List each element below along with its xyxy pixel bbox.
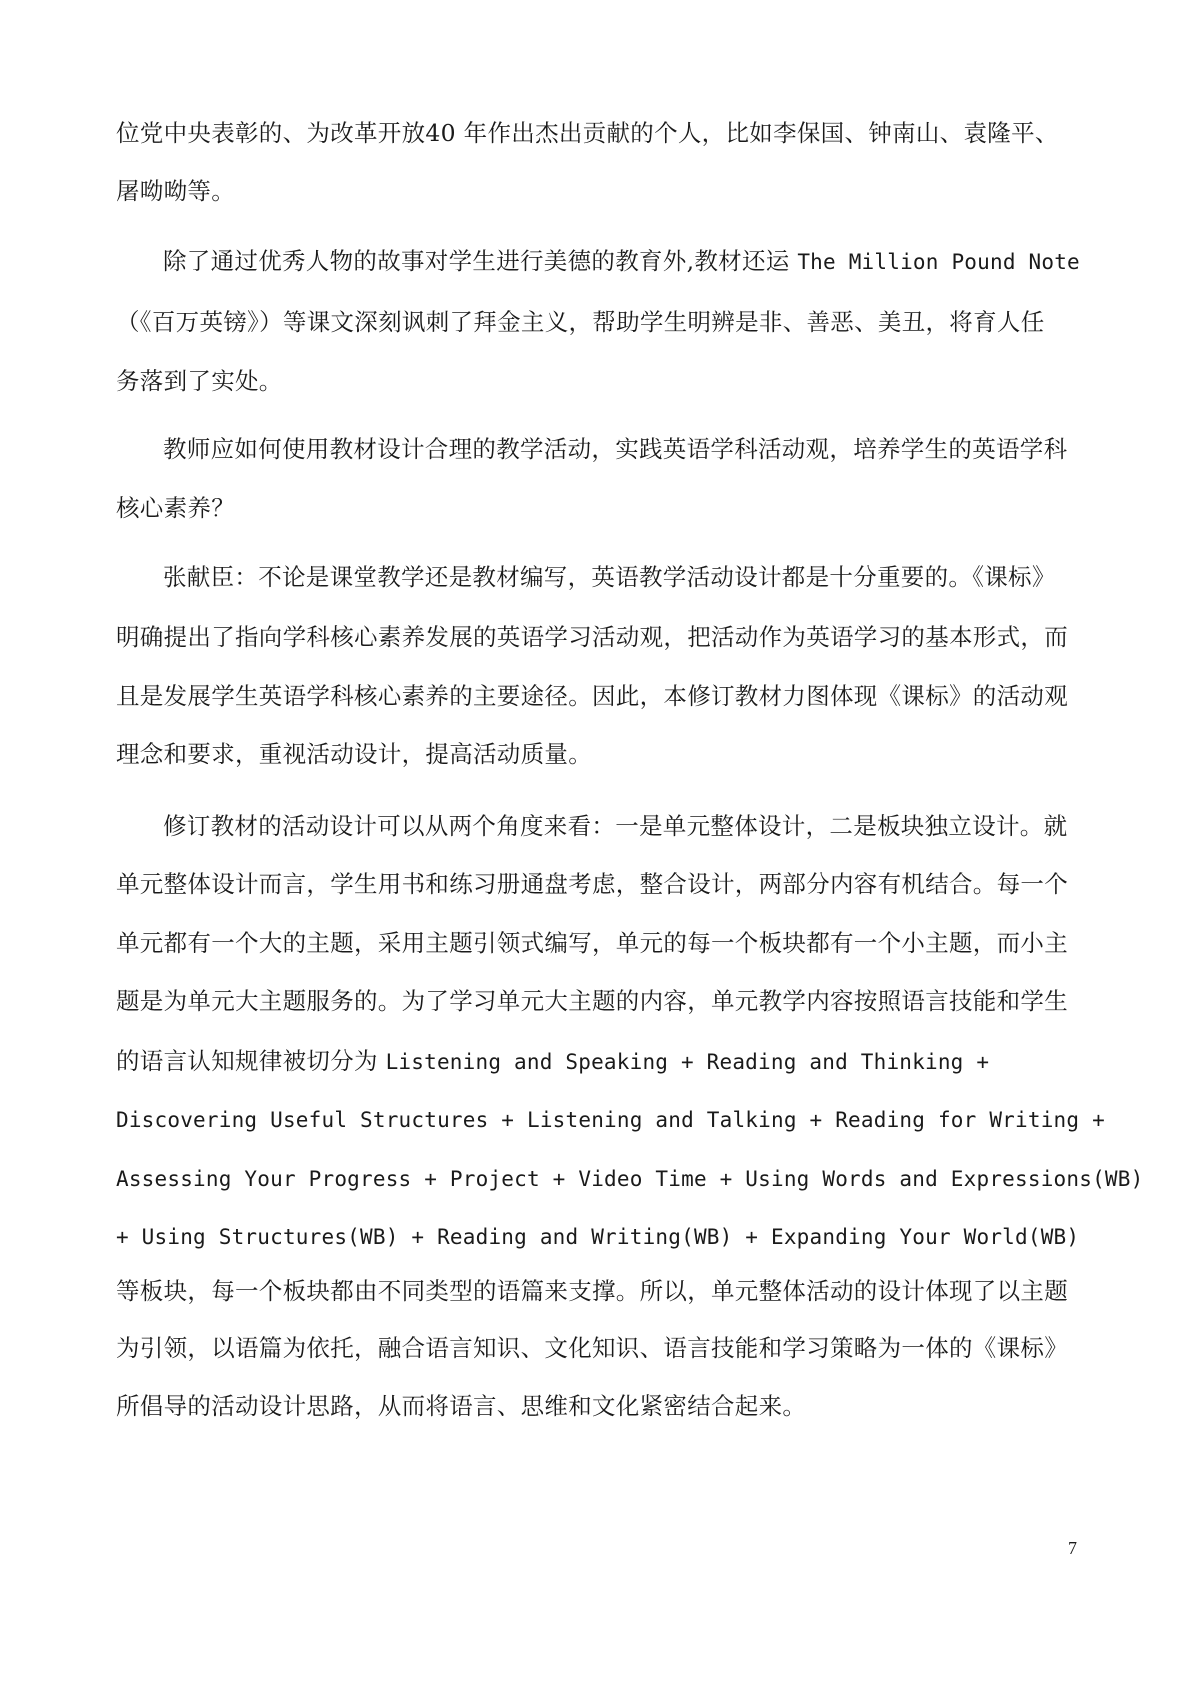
text-line [116,1163,1143,1194]
text-segment: 务落到了实处。 [116,367,283,395]
text-line [116,681,1068,711]
text-line [116,739,592,769]
text-segment: 理念和要求，重视活动设计，提高活动质量。 [116,740,592,768]
text-segment: 且是发展学生英语学科核心素养的主要途径。因此，本修订教材力图体现《课标》的活动观 [116,682,1068,710]
text-segment: 所倡导的活动设计思路，从而将语言、思维和文化紧密结合起来。 [116,1392,807,1420]
english-text-segment: + Using Structures(WB) + Reading and Writing(WB) + Expanding Your World(WB) [116,1225,1080,1249]
text-line [116,1221,1079,1252]
text-line [163,811,1067,841]
text-segment: 屠呦呦等。 [116,177,235,205]
text-segment: 修订教材的活动设计可以从两个角度来看：一是单元整体设计，二是板块独立设计。就 [163,812,1068,840]
text-segment: 题是为单元大主题服务的。为了学习单元大主题的内容，单元教学内容按照语言技能和学生 [116,987,1068,1015]
text-segment: 位党中央表彰的、为改革开放40 年作出杰出贡献的个人，比如李保国、钟南山、袁隆平、 [116,119,1059,147]
text-line [116,176,235,206]
text-line [116,493,235,523]
text-line [116,1046,989,1077]
text-line [116,1276,1068,1306]
text-line [116,1391,806,1421]
text-segment: 为引领，以语篇为依托，融合语言知识、文化知识、语言技能和学习策略为一体的《课标》 [116,1334,1068,1362]
text-segment: （《百万英镑》）等课文深刻讽刺了拜金主义，帮助学生明辨是非、善恶、美丑，将育人任 [116,308,1045,336]
text-segment: 除了通过优秀人物的故事对学生进行美德的教育外,教材还运 [163,247,798,275]
text-line [163,562,1056,592]
text-line [163,434,1067,464]
english-text-segment: Listening and Speaking + Reading and Thinking + [385,1050,990,1074]
text-segment: 等板块，每一个板块都由不同类型的语篇来支撑。所以，单元整体活动的设计体现了以主题 [116,1277,1068,1305]
english-text-segment: The Million Pound Note [797,250,1080,274]
english-text-segment: Assessing Your Progress + Project + Video Time + Using Words and Expressions(WB) [116,1167,1144,1191]
text-line [116,1104,1105,1135]
text-line [116,622,1068,652]
text-segment: 核心素养？ [116,494,235,522]
text-line [116,986,1068,1016]
text-segment: 教师应如何使用教材设计合理的教学活动，实践英语学科活动观，培养学生的英语学科 [163,435,1068,463]
text-segment: 的语言认知规律被切分为 [116,1047,386,1075]
text-line [116,366,283,396]
text-line [116,307,1045,337]
page-number: 7 [1068,1538,1077,1558]
text-segment: 单元都有一个大的主题，采用主题引领式编写，单元的每一个板块都有一个小主题，而小主 [116,929,1068,957]
english-text-segment: Discovering Useful Structures + Listening and Talking + Reading for Writing + [116,1108,1105,1132]
text-line [163,246,1080,277]
text-line [116,869,1068,899]
text-line [116,928,1068,958]
text-line [116,118,1059,148]
text-line [116,1333,1068,1363]
text-segment: 张献臣：不论是课堂教学还是教材编写，英语教学活动设计都是十分重要的。《课标》 [163,563,1056,591]
text-segment: 单元整体设计而言，学生用书和练习册通盘考虑，整合设计，两部分内容有机结合。每一个 [116,870,1068,898]
text-segment: 明确提出了指向学科核心素养发展的英语学习活动观，把活动作为英语学习的基本形式，而 [116,623,1068,651]
